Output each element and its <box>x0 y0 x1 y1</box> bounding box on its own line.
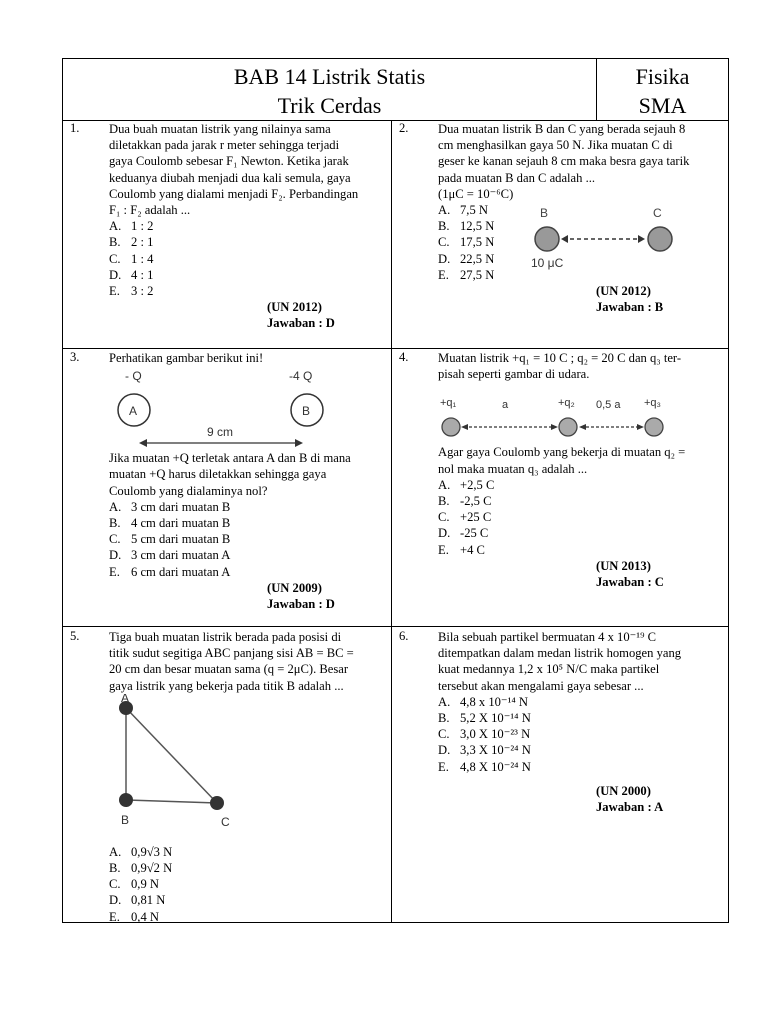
option-letter: C. <box>109 251 121 266</box>
option-e <box>109 909 389 925</box>
option-letter: C. <box>438 235 450 250</box>
option-letter: E. <box>438 267 449 282</box>
distance-a-label: a <box>502 399 509 412</box>
text-line: diletakkan pada jarak r meter sehingga terjadi <box>109 138 340 153</box>
option-e <box>438 542 723 558</box>
text-line: titik sudut segitiga ABC panjang sisi AB = BC = <box>109 646 354 661</box>
option-letter: E. <box>438 759 449 774</box>
option-letter: D. <box>438 526 451 541</box>
text-line: gaya listrik yang bekerja pada titik B adalah ... <box>109 678 344 693</box>
text-line: pada muatan B dan C adalah ... <box>438 170 596 185</box>
subject-level: SMA <box>638 93 687 118</box>
row-divider <box>63 348 728 349</box>
question-number: 4. <box>399 350 409 364</box>
question-number: 5. <box>70 629 80 643</box>
charge-b-dot <box>119 793 133 807</box>
text-line: cm menghasilkan gaya 50 N. Jika muatan C di <box>438 138 673 153</box>
option-b <box>109 234 389 250</box>
option-letter: C. <box>109 877 121 892</box>
option-text: 1 : 2 <box>131 219 154 234</box>
exam-source: (UN 2013) <box>596 558 651 573</box>
text-line: ditempatkan dalam medan listrik homogen yang <box>438 646 682 661</box>
option-b <box>109 515 389 531</box>
option-text: 27,5 N <box>460 267 495 282</box>
question-text <box>438 350 723 382</box>
option-letter: A. <box>438 477 451 492</box>
option-text: 4,8 X 10⁻²⁴ N <box>460 759 531 774</box>
charges-bc-figure <box>523 201 683 273</box>
question-3 <box>109 350 389 612</box>
answer-options <box>438 694 723 775</box>
text-line: (1μC = 10⁻⁶C) <box>438 186 514 201</box>
column-divider <box>391 121 392 922</box>
option-text: -2,5 C <box>460 494 492 509</box>
option-letter: B. <box>109 235 121 250</box>
answer-key: Jawaban : D <box>267 316 335 331</box>
text-line: nol maka muatan q₃ adalah ... <box>438 461 588 476</box>
option-d <box>109 892 389 908</box>
option-b <box>438 493 723 509</box>
question-number: 3. <box>70 350 80 364</box>
side-ac <box>126 708 217 803</box>
answer-options <box>109 499 389 580</box>
option-e <box>109 283 389 299</box>
option-letter: A. <box>109 219 122 234</box>
distance-label: 9 cm <box>207 425 234 440</box>
vertex-b-label: B <box>121 812 130 827</box>
option-text: 2 : 1 <box>131 235 154 250</box>
option-text: 0,9√3 N <box>131 844 173 859</box>
option-b <box>438 710 723 726</box>
option-c <box>109 251 389 267</box>
option-a <box>438 694 723 710</box>
option-text: 4 cm dari muatan B <box>131 516 231 531</box>
option-letter: A. <box>109 844 122 859</box>
header-title-cell <box>63 59 597 121</box>
option-a <box>438 477 723 493</box>
option-text: 17,5 N <box>460 235 495 250</box>
charge-c-circle <box>648 227 672 251</box>
question-text <box>109 121 389 218</box>
text-line: geser ke kanan sejauh 8 cm maka besra gaya tarik <box>438 154 690 169</box>
question-5 <box>109 629 389 925</box>
option-letter: B. <box>109 861 121 876</box>
option-text: 3,3 X 10⁻²⁴ N <box>460 743 531 758</box>
answer-key: Jawaban : D <box>267 597 335 612</box>
q3-label: +q₃ <box>644 397 662 410</box>
question-4 <box>438 350 723 590</box>
question-text <box>438 629 723 694</box>
q3-circle <box>645 418 663 436</box>
option-text: +25 C <box>460 510 492 525</box>
option-letter: E. <box>109 909 120 924</box>
question-text <box>109 450 389 499</box>
text-line: pisah seperti gambar di udara. <box>438 367 590 382</box>
text-line: Agar gaya Coulomb yang bekerja di muatan q₂ = <box>438 445 686 460</box>
text-line: muatan +Q harus diletakkan sehingga gaya <box>109 467 327 482</box>
chapter-subtitle: Trik Cerdas <box>277 93 382 118</box>
q1-label: +q₁ <box>440 397 457 410</box>
option-b <box>109 860 389 876</box>
option-c <box>438 509 723 525</box>
three-charges-figure <box>438 382 708 444</box>
triangle-figure <box>109 694 309 844</box>
exam-source: (UN 2000) <box>596 783 651 798</box>
option-letter: A. <box>438 694 451 709</box>
option-d <box>438 525 723 541</box>
option-text: 0,4 N <box>131 909 159 924</box>
option-letter: A. <box>438 203 451 218</box>
answer-key: Jawaban : A <box>596 800 664 815</box>
label-b: B <box>540 206 549 220</box>
label-c: C <box>653 206 662 220</box>
text-line: Coulomb yang dialaminya nol? <box>109 483 268 498</box>
option-a <box>109 499 389 515</box>
text-line: gaya Coulomb sebesar F₁ Newton. Ketika jarak <box>109 154 349 169</box>
row-divider <box>63 626 728 627</box>
worksheet-table <box>62 58 729 923</box>
question-text <box>438 121 723 202</box>
option-text: 3 : 2 <box>131 284 154 299</box>
question-number: 6. <box>399 629 409 643</box>
option-text: -25 C <box>460 526 489 541</box>
option-e <box>109 564 389 580</box>
question-6 <box>438 629 723 815</box>
option-text: 0,81 N <box>131 893 166 908</box>
vertex-c-label: C <box>221 814 230 829</box>
option-letter: E. <box>109 564 120 579</box>
charges-ab-figure <box>109 366 349 450</box>
text-line: Bila sebuah partikel bermuatan 4 x 10⁻¹⁹ C <box>438 630 657 644</box>
question-number: 2. <box>399 121 409 135</box>
text-line: Coulomb yang dialami menjadi F₂. Perbandingan <box>109 186 359 201</box>
text-line: F₁ : F₂ adalah ... <box>109 203 191 218</box>
q2-circle <box>559 418 577 436</box>
option-text: 1 : 4 <box>131 251 154 266</box>
charge-c-dot <box>210 796 224 810</box>
option-text: 4,8 x 10⁻¹⁴ N <box>460 694 528 709</box>
q2-label: +q₂ <box>558 397 575 410</box>
point-a-label: A <box>129 404 138 419</box>
option-text: 6 cm dari muatan A <box>131 564 231 579</box>
answer-key: Jawaban : B <box>596 300 664 315</box>
option-d <box>109 267 389 283</box>
subject-name: Fisika <box>635 64 690 89</box>
option-a <box>109 844 389 860</box>
option-letter: D. <box>109 267 122 282</box>
option-text: +4 C <box>460 542 485 557</box>
option-letter: C. <box>438 510 450 525</box>
point-b-label: B <box>302 404 311 419</box>
option-letter: B. <box>438 711 450 726</box>
option-text: 7,5 N <box>460 203 488 218</box>
charge-a-label: - Q <box>125 369 142 384</box>
text-line: kuat medannya 1,2 x 10⁵ N/C maka partikel <box>438 662 660 677</box>
option-letter: D. <box>438 743 451 758</box>
answer-options <box>438 477 723 558</box>
side-bc <box>126 800 217 803</box>
option-c <box>438 726 723 742</box>
distance-half-a-label: 0,5 a <box>596 399 621 412</box>
option-text: 0,9 N <box>131 877 159 892</box>
option-letter: B. <box>438 494 450 509</box>
question-1 <box>109 121 389 332</box>
option-d <box>438 742 723 758</box>
exam-source: (UN 2009) <box>267 580 322 595</box>
option-letter: B. <box>109 516 121 531</box>
header-subject-cell <box>597 59 728 121</box>
exam-source: (UN 2012) <box>267 300 322 315</box>
option-text: 3 cm dari muatan B <box>131 499 231 514</box>
vertex-a-label: A <box>121 693 130 705</box>
option-letter: C. <box>109 532 121 547</box>
question-intro: Perhatikan gambar berikut ini! <box>109 351 264 365</box>
option-letter: D. <box>109 548 122 563</box>
option-text: 3 cm dari muatan A <box>131 548 231 563</box>
question-number: 1. <box>70 121 80 135</box>
option-letter: C. <box>438 727 450 742</box>
option-text: 0,9√2 N <box>131 861 173 876</box>
option-text: 3,0 X 10⁻²³ N <box>460 727 531 742</box>
option-c <box>109 531 389 547</box>
charge-b-circle <box>535 227 559 251</box>
option-letter: D. <box>438 251 451 266</box>
question-text <box>109 629 389 694</box>
text-line: tersebut akan mengalami gaya sebesar ... <box>438 678 644 693</box>
option-text: 4 : 1 <box>131 267 154 282</box>
exam-source: (UN 2012) <box>596 284 651 299</box>
option-text: 5 cm dari muatan B <box>131 532 231 547</box>
option-letter: E. <box>109 284 120 299</box>
text-line: Dua buah muatan listrik yang nilainya sama <box>109 122 331 136</box>
charge-b-label: -4 Q <box>289 369 313 384</box>
answer-options <box>109 844 389 925</box>
answer-key: Jawaban : C <box>596 575 664 590</box>
option-letter: D. <box>109 893 122 908</box>
option-letter: B. <box>438 219 450 234</box>
option-a <box>109 218 389 234</box>
text-line: Jika muatan +Q terletak antara A dan B di mana <box>109 451 351 466</box>
option-text: 5,2 X 10⁻¹⁴ N <box>460 711 531 726</box>
option-letter: A. <box>109 499 122 514</box>
text-line: keduanya diubah menjadi dua kali semula, gaya <box>109 170 351 185</box>
option-d <box>109 547 389 563</box>
option-text: +2,5 C <box>460 477 495 492</box>
answer-options <box>109 218 389 299</box>
option-letter: E. <box>438 542 449 557</box>
text-line: Dua muatan listrik B dan C yang berada sejauh 8 <box>438 122 686 136</box>
charge-value: 10 μC <box>531 256 564 270</box>
chapter-title: BAB 14 Listrik Statis <box>233 64 426 89</box>
option-text: 12,5 N <box>460 219 495 234</box>
option-c <box>109 876 389 892</box>
text-line: 20 cm dan besar muatan sama (q = 2μC). Besar <box>109 662 349 677</box>
question-text-2 <box>438 444 723 476</box>
option-text: 22,5 N <box>460 251 495 266</box>
option-e <box>438 759 723 775</box>
text-line: Muatan listrik +q₁ = 10 C ; q₂ = 20 C dan q₃ ter- <box>438 351 682 365</box>
q1-circle <box>442 418 460 436</box>
text-line: Tiga buah muatan listrik berada pada posisi di <box>109 630 342 644</box>
